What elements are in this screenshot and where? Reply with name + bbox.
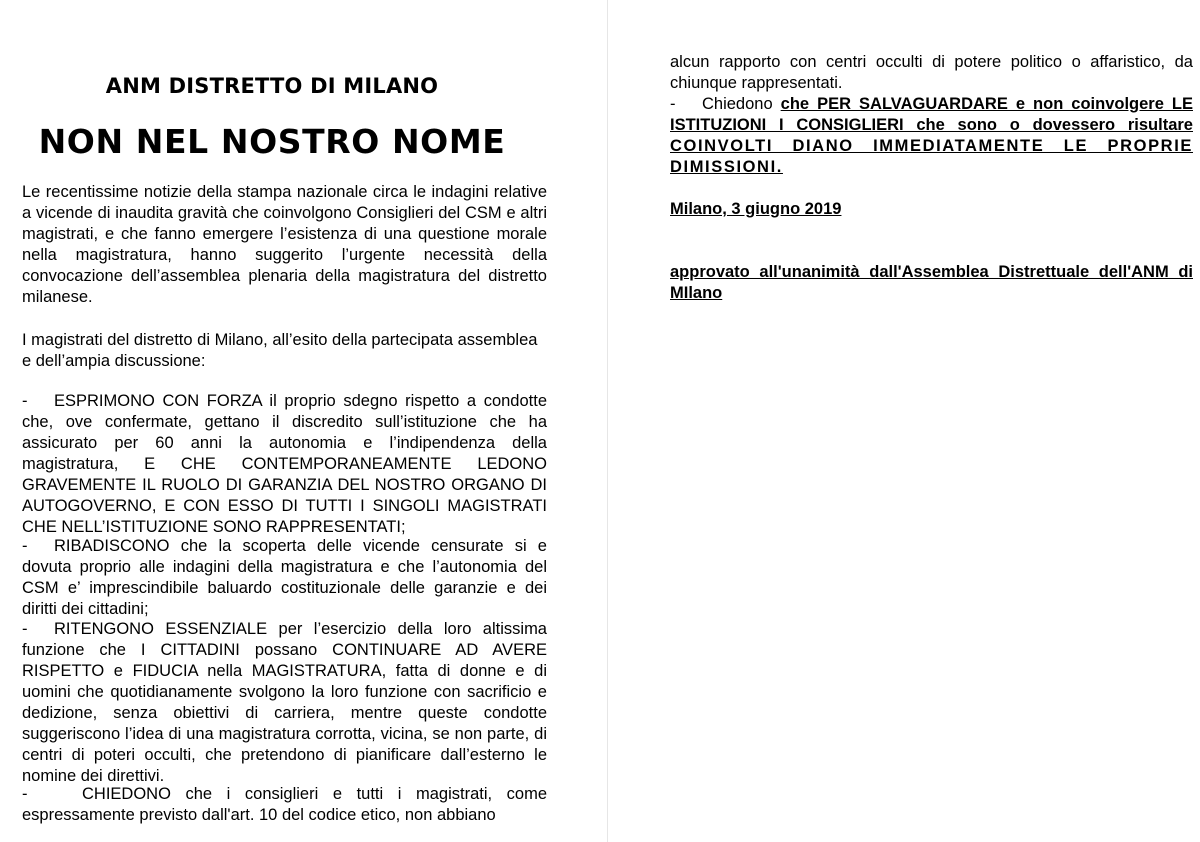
bullet-emphasis: che PER SALVAGUARDARE e non coinvolgere LE ISTITUZIONI I CONSIGLIERI che sono o dovessero risultare [670, 95, 1193, 134]
bullet-text: RIBADISCONO che la scoperta delle vicende censurate si e dovuta proprio alle indagini della magistratura e che l’autonomia del CSM e’ imprescindibile baluardo costituzionale delle garanzie e dei diritti dei cittadini; [22, 537, 547, 618]
bullet-emphasis-spaced: COINVOLTI DIANO IMMEDIATAMENTE LE PROPRIE DIMISSIONI. [670, 137, 1193, 176]
intro-paragraph: Le recentissime notizie della stampa nazionale circa le indagini relative a vicende di inaudita gravità che coinvolgono Consiglieri del CSM e altri magistrati, e che fanno emergere l’esistenza di una questione morale nella magistratura, hanno suggerito l’urgente necessità della convocazione dell’assemblea plenaria della magistratura del distretto milanese. [22, 183, 547, 306]
bullet-ribadiscono [22, 536, 547, 620]
main-title: NON NEL NOSTRO NOME [38, 122, 506, 161]
page-divider [607, 0, 608, 842]
bullet-dash: - [22, 620, 28, 638]
bullet-dash: - [22, 785, 28, 803]
date-line: Milano, 3 giugno 2019 [670, 200, 842, 218]
bullet-ritengono [22, 619, 547, 787]
bullet-text: CHIEDONO che i consiglieri e tutti i magistrati, come espressamente previsto dall'art. 10 del codice etico, non abbiano [22, 785, 547, 824]
bullet-chiedono-consiglieri [22, 784, 547, 826]
lead-in-paragraph: I magistrati del distretto di Milano, all’esito della partecipata assemblea e dell’ampia discussione: [22, 331, 538, 370]
bullet-esprimono [22, 391, 547, 538]
org-title: ANM DISTRETTO DI MILANO [105, 74, 439, 98]
continuation-paragraph: alcun rapporto con centri occulti di potere politico o affaristico, da chiunque rappresentati. [670, 53, 1193, 92]
left-page [22, 0, 547, 842]
bullet-lead: Chiedono [702, 95, 773, 113]
bullet-chiedono-dimissioni [670, 94, 1193, 178]
bullet-dash: - [22, 537, 28, 555]
bullet-dash: - [670, 95, 676, 113]
bullet-text: ESPRIMONO CON FORZA il proprio sdegno rispetto a condotte che, ove confermate, gettano il discredito sull’istituzione che ha assicurato per 60 anni la autonomia e l’indipendenza della magistratura, E CHE CONTEMPORANEAMENTE LEDONO GRAVEMENTE IL RUOLO DI GARANZIA DEL NOSTRO ORGANO DI AUTOGOVERNO, E CON ESSO DI TUTTI I SINGOLI MAGISTRATI CHE NELL’ISTITUZIONE SONO RAPPRESENTATI; [22, 392, 547, 536]
right-page [670, 0, 1193, 842]
bullet-dash: - [22, 392, 28, 410]
bullet-text: RITENGONO ESSENZIALE per l’esercizio della loro altissima funzione che I CITTADINI possano CONTINUARE AD AVERE RISPETTO e FIDUCIA nella MAGISTRATURA, fatta di donne e di uomini che quotidianamente svolgono la loro funzione con sacrificio e dedizione, senza obiettivi di carriera, mentre queste condotte suggeriscono l’idea di una magistratura corrotta, vicina, se non parte, di centri di poteri occulti, che pretendono di pianificare dall’esterno le nomine dei direttivi. [22, 620, 547, 785]
approval-note: approvato all'unanimità dall'Assemblea Distrettuale dell'ANM di MIlano [670, 263, 1193, 302]
